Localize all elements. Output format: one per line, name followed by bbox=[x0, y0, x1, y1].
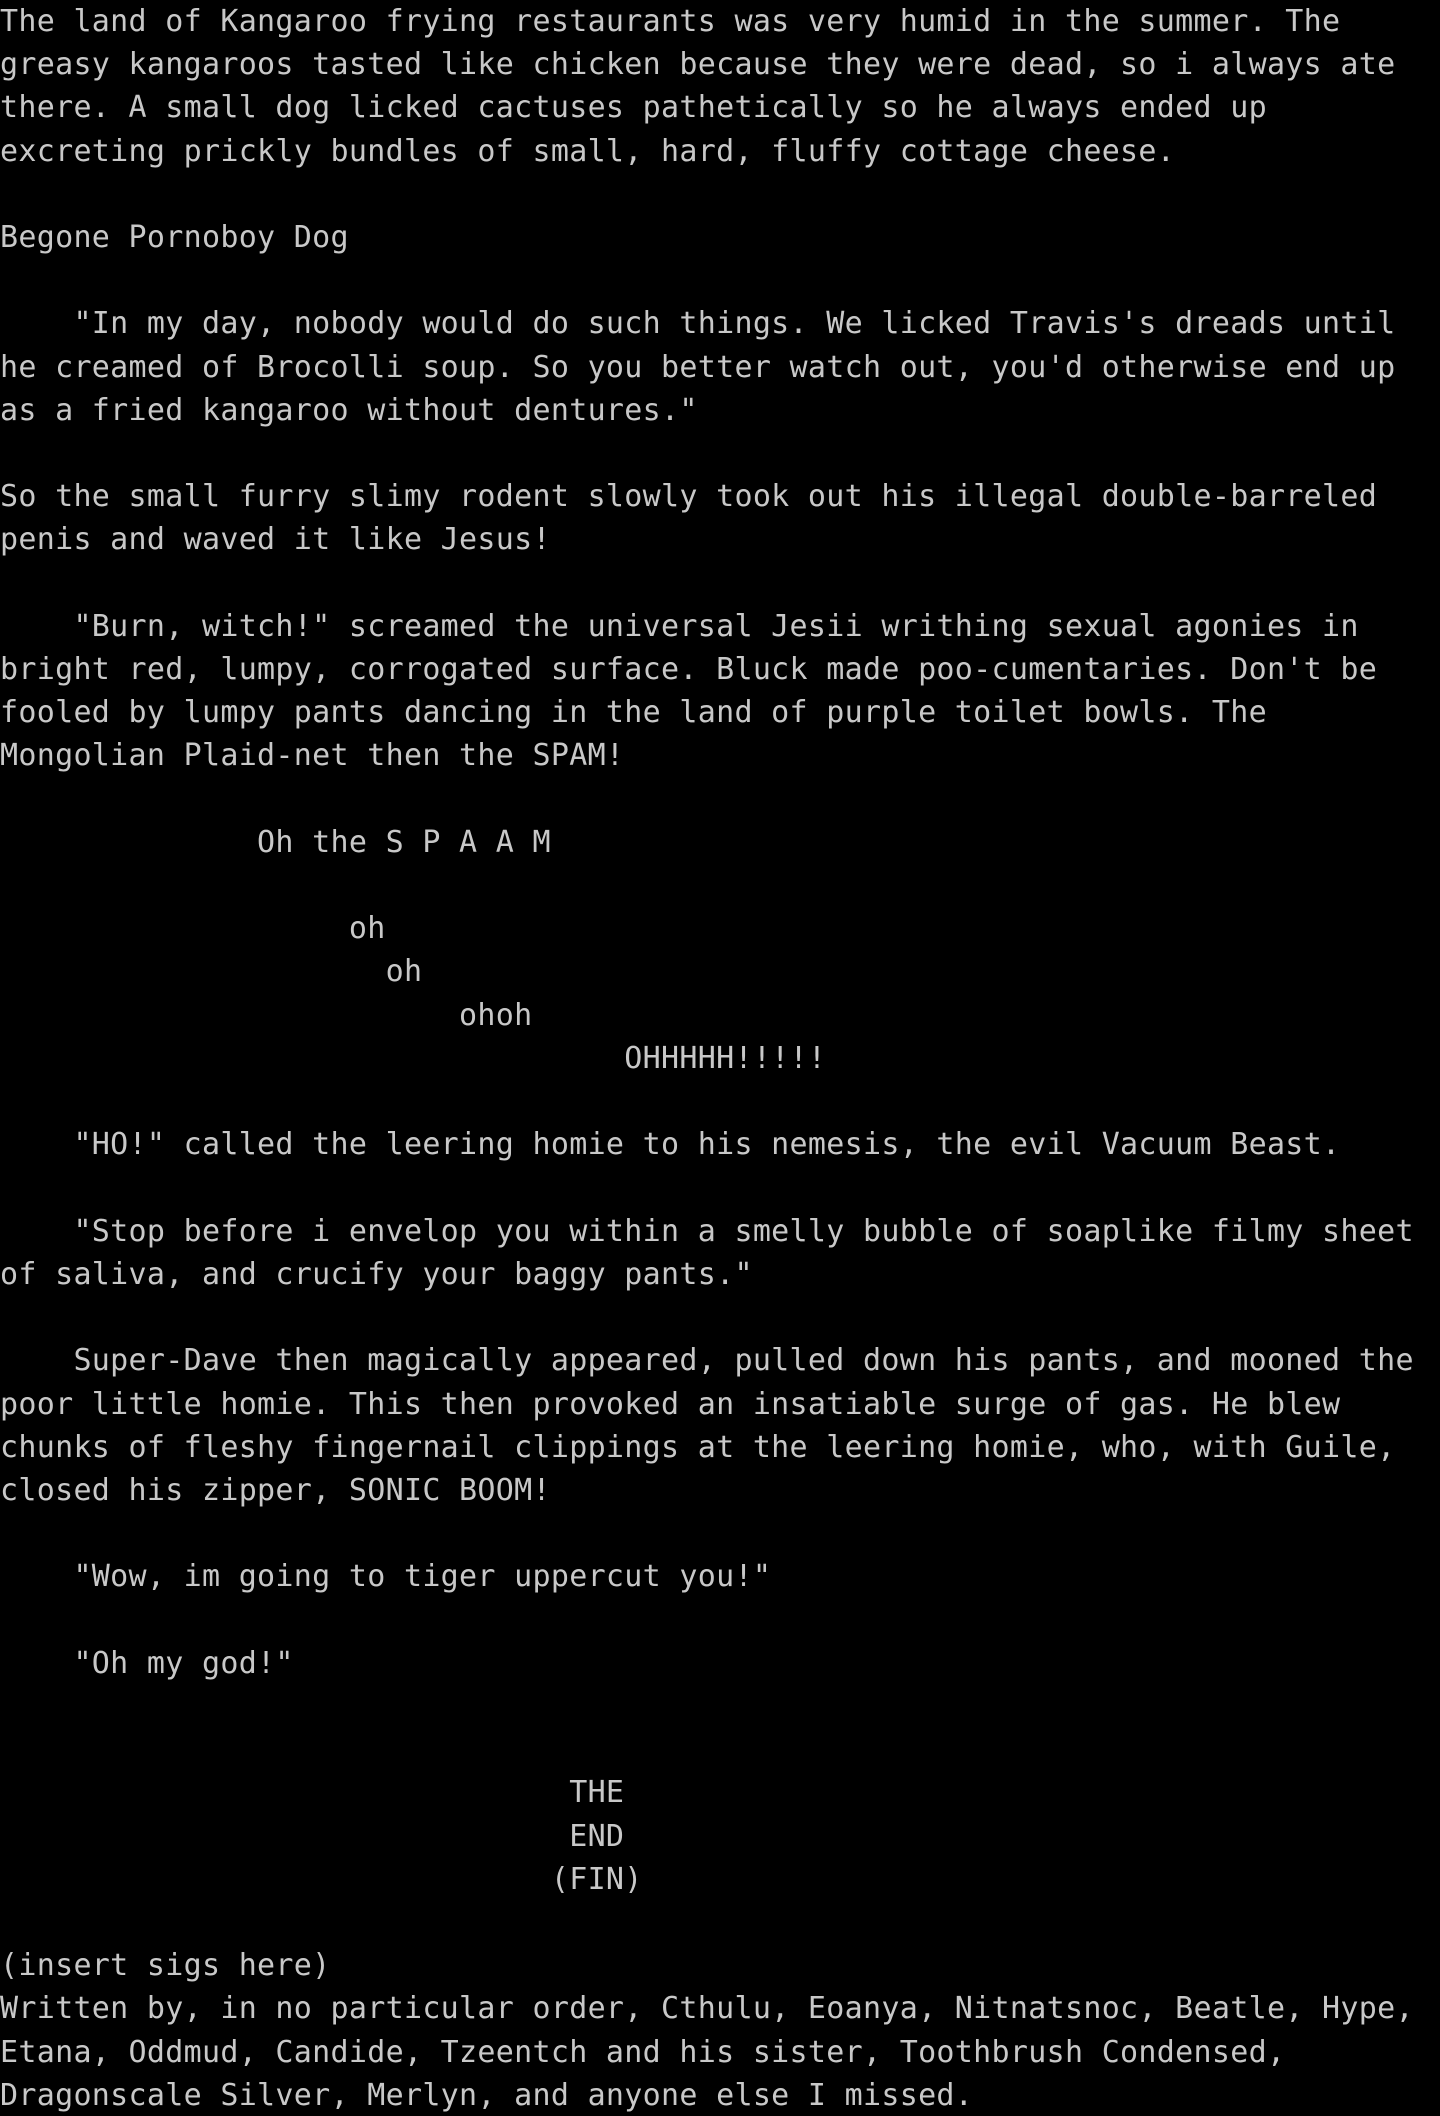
text-line: Begone Pornoboy Dog bbox=[0, 220, 349, 256]
text-line: penis and waved it like Jesus! bbox=[0, 522, 551, 558]
text-line: he creamed of Brocolli soup. So you better watch out, you'd otherwise end up bbox=[0, 349, 1396, 385]
text-line: (insert sigs here) bbox=[0, 1948, 331, 1984]
text-line: ohoh bbox=[0, 997, 533, 1033]
text-line: "HO!" called the leering homie to his nemesis, the evil Vacuum Beast. bbox=[0, 1127, 1341, 1163]
text-line: (FIN) bbox=[0, 1861, 643, 1897]
text-line: excreting prickly bundles of small, hard, fluffy cottage cheese. bbox=[0, 133, 1176, 169]
text-line: "Burn, witch!" screamed the universal Jesii writhing sexual agonies in bbox=[0, 608, 1359, 644]
text-line: oh bbox=[0, 954, 423, 990]
text-line: there. A small dog licked cactuses pathetically so he always ended up bbox=[0, 90, 1267, 126]
text-line: greasy kangaroos tasted like chicken because they were dead, so i always ate bbox=[0, 47, 1396, 83]
text-line: THE bbox=[0, 1775, 625, 1811]
text-line: Oh the S P A A M bbox=[0, 824, 551, 860]
text-line: "Oh my god!" bbox=[0, 1645, 294, 1681]
text-line: Etana, Oddmud, Candide, Tzeentch and his sister, Toothbrush Condensed, bbox=[0, 2034, 1286, 2070]
text-line: chunks of fleshy fingernail clippings at the leering homie, who, with Guile, bbox=[0, 1429, 1396, 1465]
text-line: as a fried kangaroo without dentures." bbox=[0, 392, 698, 428]
text-line: The land of Kangaroo frying restaurants was very humid in the summer. The bbox=[0, 4, 1341, 39]
text-line: "Stop before i envelop you within a smelly bubble of soaplike filmy sheet bbox=[0, 1213, 1414, 1249]
text-line: OHHHHH!!!!! bbox=[0, 1040, 827, 1076]
text-line: Super-Dave then magically appeared, pulled down his pants, and mooned the bbox=[0, 1343, 1414, 1379]
text-line: bright red, lumpy, corrogated surface. Bluck made poo-cumentaries. Don't be bbox=[0, 652, 1378, 688]
text-line: fooled by lumpy pants dancing in the land of purple toilet bowls. The bbox=[0, 695, 1267, 731]
text-line: "Wow, im going to tiger uppercut you!" bbox=[0, 1559, 772, 1595]
text-line: poor little homie. This then provoked an insatiable surge of gas. He blew bbox=[0, 1386, 1341, 1422]
text-line: of saliva, and crucify your baggy pants." bbox=[0, 1256, 753, 1292]
text-line: Mongolian Plaid-net then the SPAM! bbox=[0, 738, 625, 774]
text-line: oh bbox=[0, 911, 386, 947]
text-line: "In my day, nobody would do such things. We licked Travis's dreads until bbox=[0, 306, 1396, 342]
text-line: Dragonscale Silver, Merlyn, and anyone else I missed. bbox=[0, 2077, 974, 2113]
text-line: So the small furry slimy rodent slowly took out his illegal double-barreled bbox=[0, 479, 1378, 515]
text-line: closed his zipper, SONIC BOOM! bbox=[0, 1472, 551, 1508]
text-line: END bbox=[0, 1818, 625, 1854]
text-line: Written by, in no particular order, Cthulu, Eoanya, Nitnatsnoc, Beatle, Hype, bbox=[0, 1991, 1414, 2027]
